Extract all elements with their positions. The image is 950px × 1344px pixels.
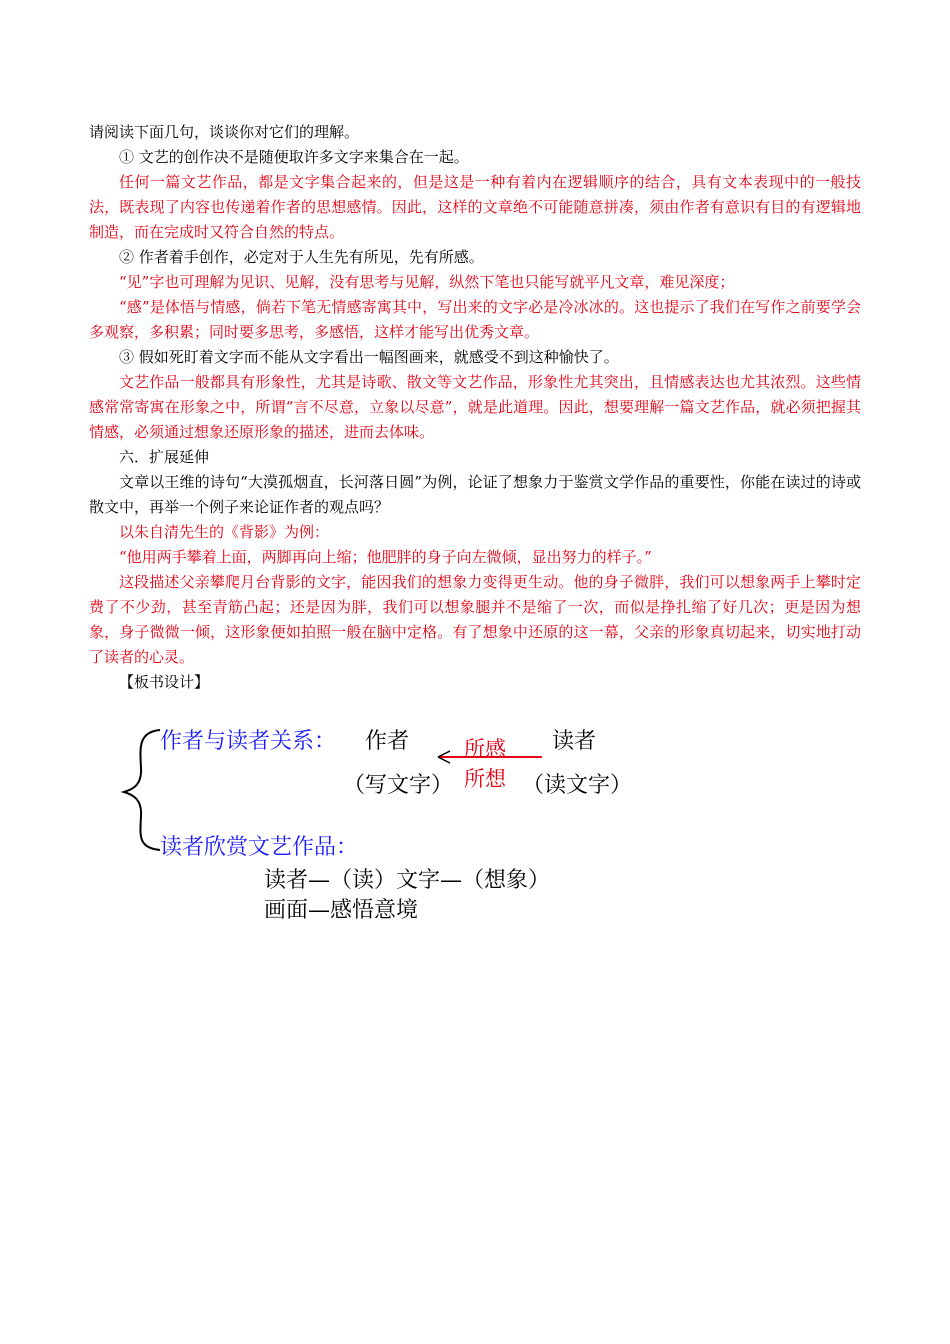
answer-2b: “感”是体悟与情感，倘若下笔无情感寄寓其中，写出来的文字必是冷冰冰的。这也提示了我们在写作之前要学会多观察，多积累；同时要多思考，多感悟，这样才能写出优秀文章。 <box>89 298 861 341</box>
arrow-top-label: 所感 <box>464 737 506 761</box>
appreciate-label: 读者欣赏文艺作品： <box>160 835 359 860</box>
question-1: ① 文艺的创作决不是随便取许多文字来集合在一起。 <box>119 148 469 166</box>
paragraph: 请阅读下面几句，谈谈你对它们的理解。 <box>89 123 360 141</box>
extension-analysis: 这段描述父亲攀爬月台背影的文字，能因我们的想象力变得更生动。他的身子微胖，我们可以想象两手上攀时定费了不少劲，甚至青筋凸起；还是因为胖，我们可以想象腿并不是缩了一次，而似是挣扎缩了好几次；更是因为想象，身子微微一倾，这形象便如拍照一般在脑中定格。有了想象中还原的这一幕，父亲的形象真切起来，切实地打动了读者的心灵。 <box>89 573 861 666</box>
author-label: 作者 <box>365 729 410 754</box>
answer-1: 任何一篇文艺作品，都是文字集合起来的，但是这是一种有着内在逻辑顺序的结合，具有文本表现中的一般技法，既表现了内容也传递着作者的思想感情。因此，这样的文章绝不可能随意拼凑，须由作者有意识有目的有逻辑地制造，而在完成时又符合自然的特点。 <box>89 173 861 241</box>
extension-question: 文章以王维的诗句“大漠孤烟直，长河落日圆”为例，论证了想象力于鉴赏文学作品的重要性，你能在读过的诗或散文中，再举一个例子来论证作者的观点吗？ <box>89 473 861 516</box>
chain-line-1: 读者—（读）文字—（想象） <box>264 868 551 893</box>
write-text-label: （写文字） <box>343 773 454 798</box>
read-text-label: （读文字） <box>522 773 633 798</box>
extension-quote: “他用两手攀着上面，两脚再向上缩；他肥胖的身子向左微倾，显出努力的样子。” <box>119 548 652 566</box>
question-3: ③ 假如死盯着文字而不能从文字看出一幅图画来，就感受不到这种愉快了。 <box>119 348 619 366</box>
question-2: ② 作者着手创作，必定对于人生先有所见，先有所感。 <box>119 248 484 266</box>
answer-3: 文艺作品一般都具有形象性，尤其是诗歌、散文等文艺作品，形象性尤其突出，且情感表达也尤其浓烈。这些情感常常寄寓在形象之中，所谓“言不尽意，立象以尽意”，就是此道理。因此，想要理解一篇文艺作品，就必须把握其情感，必须通过想象还原形象的描述，进而去体味。 <box>89 373 861 441</box>
chain-line-2: 画面—感悟意境 <box>264 898 419 923</box>
board-design-heading: 【板书设计】 <box>119 673 210 691</box>
relation-label: 作者与读者关系： <box>160 729 337 754</box>
reader-label: 读者 <box>552 729 597 754</box>
brace-icon <box>124 730 160 850</box>
arrow-bottom-label: 所想 <box>464 767 506 791</box>
answer-2a: “见”字也可理解为见识、见解，没有思考与见解，纵然下笔也只能写就平凡文章，难见深度； <box>119 273 735 291</box>
section-heading: 六．扩展延伸 <box>119 448 210 466</box>
extension-answer-intro: 以朱自清先生的《背影》为例： <box>119 523 330 541</box>
